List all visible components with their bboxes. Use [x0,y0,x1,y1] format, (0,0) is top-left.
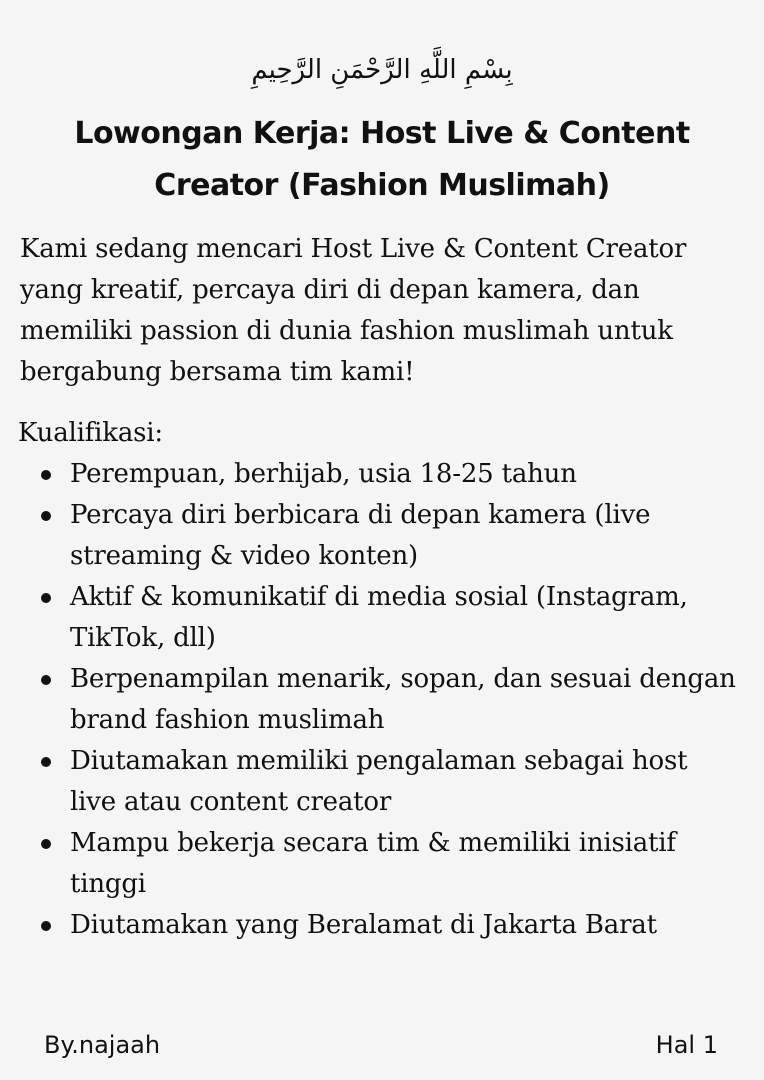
author-credit: By.najaah [44,1031,161,1059]
list-item [70,741,740,823]
list-item [70,659,740,741]
list-item-text: Diutamakan yang Beralamat di Jakarta Barat [70,910,657,940]
bullet-icon [41,470,51,480]
page-title: Lowongan Kerja: Host Live & Content Creator (Fashion Muslimah) [74,116,690,203]
list-item-text: Mampu bekerja secara tim & memiliki inisiatif tinggi [70,828,676,899]
bullet-icon [41,593,51,603]
list-item-text: Diutamakan memiliki pengalaman sebagai host live atau content creator [70,746,688,817]
bullet-icon [41,511,51,521]
list-item [70,454,740,495]
list-item [70,577,740,659]
bullet-icon [41,675,51,685]
list-item [70,495,740,577]
bullet-icon [41,839,51,849]
page-number: Hal 1 [655,1031,718,1059]
qualifications-heading: Kualifikasi: [18,418,163,448]
list-item [70,823,740,905]
list-item-text: Aktif & komunikatif di media sosial (Instagram, TikTok, dll) [70,582,688,653]
bullet-icon [41,921,51,931]
list-item-text: Berpenampilan menarik, sopan, dan sesuai dengan brand fashion muslimah [70,664,736,735]
qualifications-list [70,454,740,946]
list-item-text: Percaya diri berbicara di depan kamera (live streaming & video konten) [70,500,651,571]
intro-paragraph: Kami sedang mencari Host Live & Content Creator yang kreatif, percaya diri di depan kamera, dan memiliki passion di dunia fashion muslimah untuk bergabung bersama tim kami! [20,234,687,387]
bismillah-heading: بِسْمِ اللَّهِ الرَّحْمَنِ الرَّحِيمِ [251,55,513,85]
list-item [70,905,740,946]
bullet-icon [41,757,51,767]
list-item-text: Perempuan, berhijab, usia 18-25 tahun [70,459,577,489]
